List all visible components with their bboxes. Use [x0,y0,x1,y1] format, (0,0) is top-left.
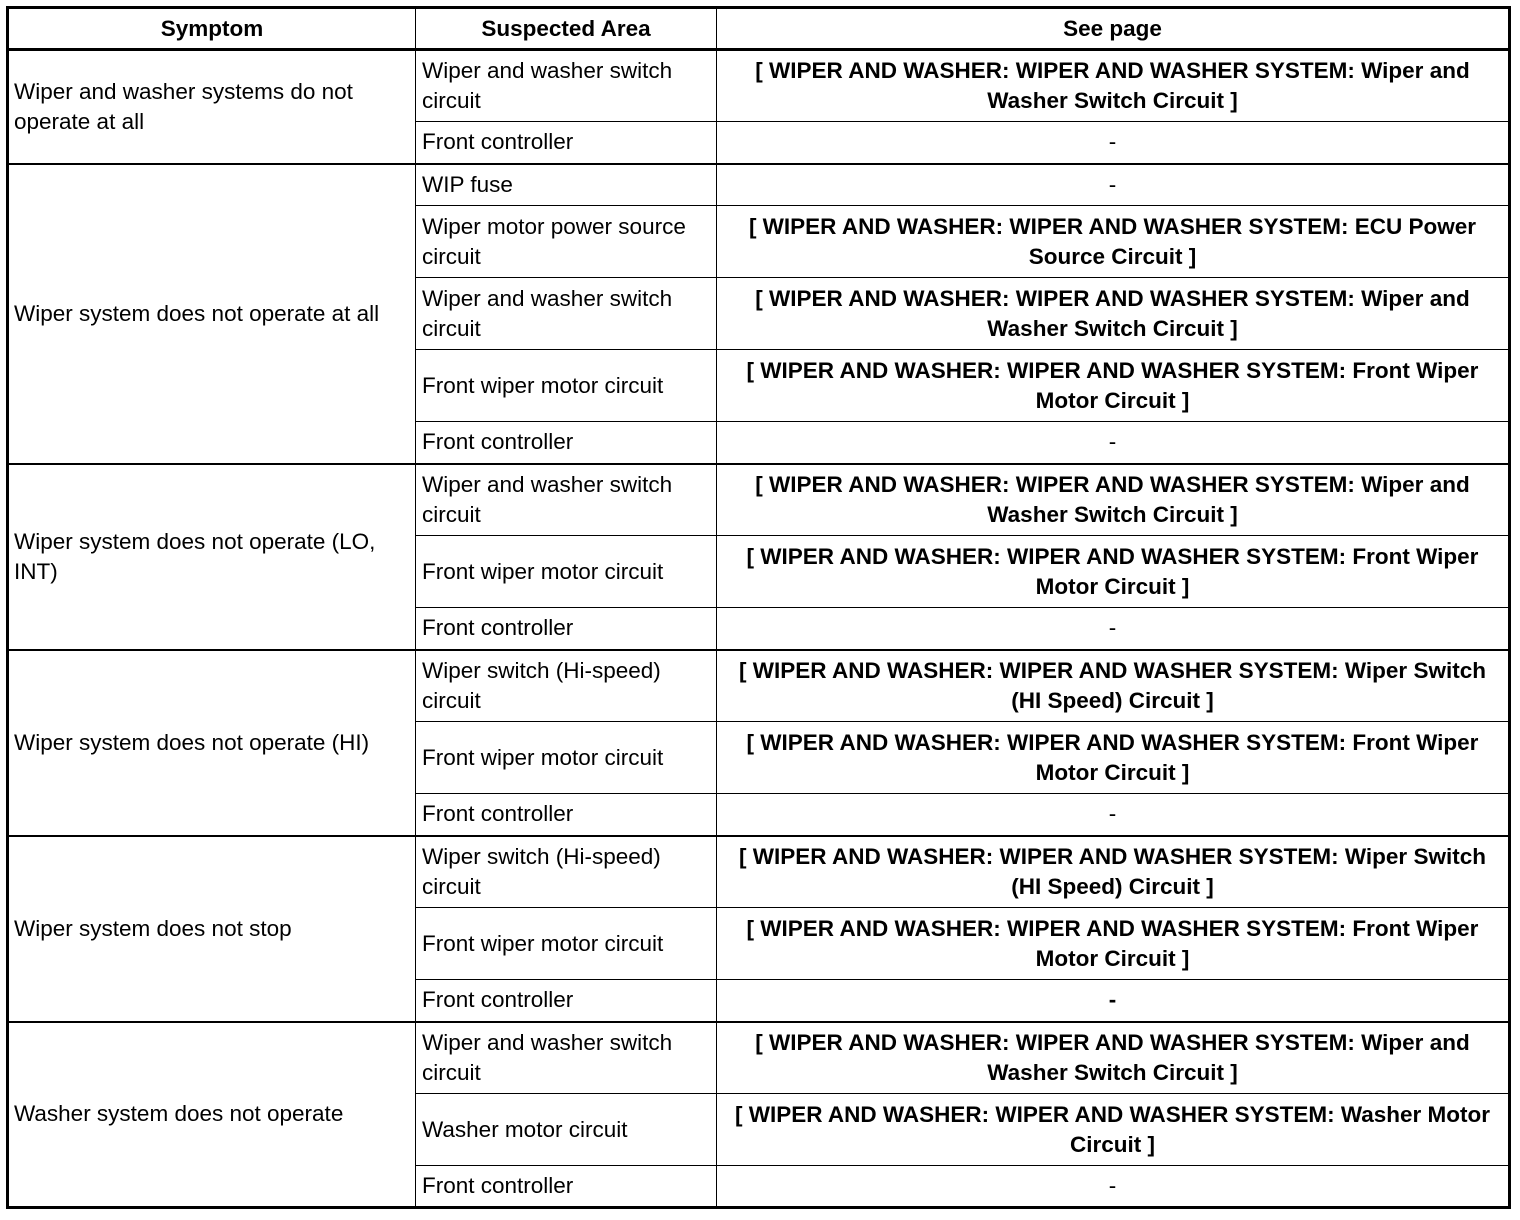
see-page-link[interactable]: [ WIPER AND WASHER: WIPER AND WASHER SYSTEM: Front Wiper Motor Circuit ] [717,908,1510,980]
suspected-area-cell: Front controller [416,794,717,836]
see-page-link[interactable]: [ WIPER AND WASHER: WIPER AND WASHER SYSTEM: Wiper and Washer Switch Circuit ] [717,50,1510,122]
table-row [8,464,1510,536]
see-page-cell: - [717,980,1510,1022]
suspected-area-cell: Front wiper motor circuit [416,536,717,608]
suspected-area-cell: Front controller [416,1166,717,1208]
symptom-cell: Wiper system does not operate at all [8,164,416,464]
suspected-area-cell: Front wiper motor circuit [416,350,717,422]
see-page-cell: - [717,122,1510,164]
suspected-area-cell: Front wiper motor circuit [416,722,717,794]
see-page-link[interactable]: [ WIPER AND WASHER: WIPER AND WASHER SYSTEM: Wiper Switch (HI Speed) Circuit ] [717,650,1510,722]
see-page-link[interactable]: [ WIPER AND WASHER: WIPER AND WASHER SYSTEM: Wiper and Washer Switch Circuit ] [717,278,1510,350]
symptom-cell: Wiper system does not stop [8,836,416,1022]
see-page-cell: - [717,794,1510,836]
suspected-area-cell: Wiper and washer switch circuit [416,1022,717,1094]
header-row [8,8,1510,50]
header-symptom: Symptom [8,8,416,50]
see-page-cell: - [717,608,1510,650]
see-page-cell: - [717,164,1510,206]
table-row [8,164,1510,206]
suspected-area-cell: Front controller [416,122,717,164]
table-row [8,50,1510,122]
suspected-area-cell: Wiper switch (Hi-speed) circuit [416,836,717,908]
suspected-area-cell: Front wiper motor circuit [416,908,717,980]
suspected-area-cell: Washer motor circuit [416,1094,717,1166]
table-row [8,836,1510,908]
see-page-link[interactable]: [ WIPER AND WASHER: WIPER AND WASHER SYSTEM: Wiper Switch (HI Speed) Circuit ] [717,836,1510,908]
header-see-page: See page [717,8,1510,50]
symptom-cell: Wiper system does not operate (LO, INT) [8,464,416,650]
header-suspected-area: Suspected Area [416,8,717,50]
symptom-cell: Wiper system does not operate (HI) [8,650,416,836]
suspected-area-cell: Front controller [416,422,717,464]
symptom-cell: Wiper and washer systems do not operate at all [8,50,416,164]
see-page-link[interactable]: [ WIPER AND WASHER: WIPER AND WASHER SYSTEM: Front Wiper Motor Circuit ] [717,536,1510,608]
suspected-area-cell: Wiper and washer switch circuit [416,50,717,122]
suspected-area-cell: Wiper switch (Hi-speed) circuit [416,650,717,722]
suspected-area-cell: Front controller [416,608,717,650]
symptom-table [6,6,1511,1209]
suspected-area-cell: Wiper and washer switch circuit [416,464,717,536]
suspected-area-cell: Wiper motor power source circuit [416,206,717,278]
see-page-link[interactable]: [ WIPER AND WASHER: WIPER AND WASHER SYSTEM: Front Wiper Motor Circuit ] [717,350,1510,422]
see-page-cell: - [717,422,1510,464]
symptom-cell: Washer system does not operate [8,1022,416,1208]
suspected-area-cell: Front controller [416,980,717,1022]
table-row [8,650,1510,722]
see-page-link[interactable]: [ WIPER AND WASHER: WIPER AND WASHER SYSTEM: Front Wiper Motor Circuit ] [717,722,1510,794]
see-page-link[interactable]: [ WIPER AND WASHER: WIPER AND WASHER SYSTEM: Wiper and Washer Switch Circuit ] [717,1022,1510,1094]
see-page-link[interactable]: [ WIPER AND WASHER: WIPER AND WASHER SYSTEM: ECU Power Source Circuit ] [717,206,1510,278]
suspected-area-cell: Wiper and washer switch circuit [416,278,717,350]
table-row [8,1022,1510,1094]
suspected-area-cell: WIP fuse [416,164,717,206]
see-page-link[interactable]: [ WIPER AND WASHER: WIPER AND WASHER SYSTEM: Wiper and Washer Switch Circuit ] [717,464,1510,536]
see-page-cell: - [717,1166,1510,1208]
see-page-link[interactable]: [ WIPER AND WASHER: WIPER AND WASHER SYSTEM: Washer Motor Circuit ] [717,1094,1510,1166]
